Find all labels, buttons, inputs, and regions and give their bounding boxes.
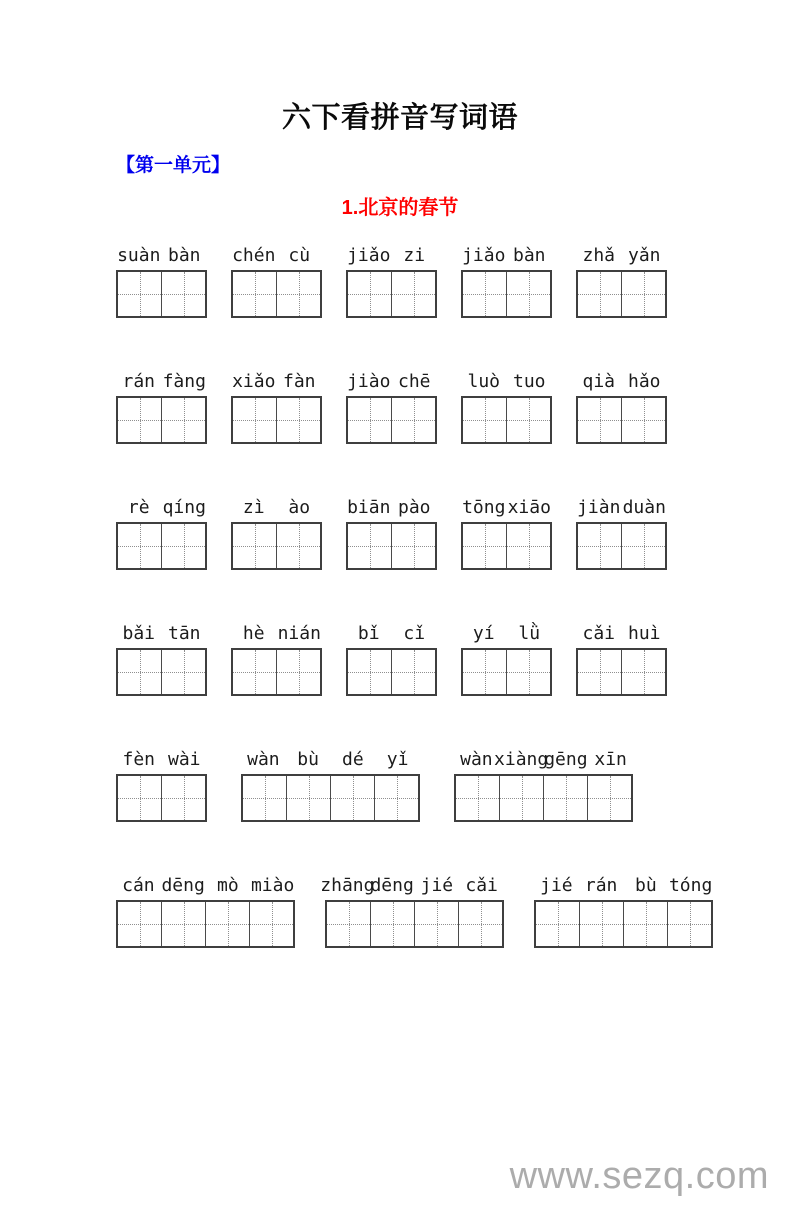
writing-grid	[231, 648, 322, 696]
grid-cell	[587, 776, 631, 820]
grid-cell	[276, 650, 320, 694]
grid-cell	[348, 650, 391, 694]
pinyin-row	[116, 497, 207, 519]
grid-cell	[161, 650, 205, 694]
pinyin-syllable: bù	[635, 875, 657, 897]
grid-cell	[370, 902, 414, 946]
word-row	[116, 245, 800, 318]
grid-cell	[233, 650, 276, 694]
pinyin-row	[461, 245, 552, 267]
pinyin-row	[346, 497, 437, 519]
word-group	[231, 623, 322, 696]
pinyin-syllable: wàn	[460, 749, 493, 771]
word-group	[461, 371, 552, 444]
grid-cell	[161, 398, 205, 442]
grid-cell	[391, 398, 435, 442]
pinyin-syllable: fàng	[162, 371, 206, 393]
word-row	[116, 371, 800, 444]
pinyin-syllable: qià	[582, 371, 615, 393]
pinyin-row	[576, 245, 667, 267]
pinyin-syllable: zhāng	[320, 875, 375, 897]
word-group	[231, 497, 322, 570]
grid-cell	[374, 776, 418, 820]
grid-cell	[578, 524, 621, 568]
grid-cell	[506, 398, 550, 442]
pinyin-syllable: fàn	[282, 371, 316, 393]
word-group	[231, 245, 322, 318]
grid-cell	[578, 650, 621, 694]
grid-cell	[348, 524, 391, 568]
grid-cell	[414, 902, 458, 946]
pinyin-syllable: jiǎo	[462, 245, 506, 267]
word-row	[116, 749, 800, 822]
word-group	[116, 749, 207, 822]
writing-grid	[346, 396, 437, 444]
pinyin-syllable: gēng	[544, 749, 588, 771]
pinyin-syllable: nián	[277, 623, 321, 645]
grid-cell	[463, 650, 506, 694]
grid-cell	[233, 398, 276, 442]
pinyin-syllable: jié	[420, 875, 454, 897]
word-group	[116, 497, 207, 570]
pinyin-syllable: biān	[347, 497, 391, 519]
grid-cell	[391, 272, 435, 316]
page-title: 六下看拼音写词语	[281, 102, 518, 134]
pinyin-syllable: mò	[217, 875, 239, 897]
pinyin-syllable: luò	[467, 371, 500, 393]
pinyin-row	[534, 875, 713, 897]
pinyin-syllable: cǎi	[465, 875, 498, 897]
grid-cell	[579, 902, 623, 946]
pinyin-row	[346, 371, 437, 393]
grid-cell	[463, 398, 506, 442]
writing-grid	[346, 522, 437, 570]
grid-cell	[578, 398, 621, 442]
word-group	[454, 749, 633, 822]
pinyin-syllable: bàn	[512, 245, 546, 267]
pinyin-syllable: qíng	[162, 497, 206, 519]
unit-label: 【第一单元】	[116, 154, 231, 176]
grid-cell	[118, 524, 161, 568]
lesson-title: 1.北京的春节	[341, 197, 459, 220]
pinyin-row	[346, 623, 437, 645]
writing-grid	[346, 648, 437, 696]
pinyin-syllable: yí	[472, 623, 495, 645]
word-group	[534, 875, 713, 948]
word-row	[116, 875, 800, 948]
pinyin-syllable: xīn	[594, 749, 627, 771]
pinyin-row	[231, 371, 322, 393]
pinyin-row	[116, 371, 207, 393]
pinyin-syllable: dé	[342, 749, 364, 771]
pinyin-syllable: bǎi	[122, 623, 155, 645]
pinyin-syllable: wàn	[247, 749, 280, 771]
grid-cell	[623, 902, 667, 946]
pinyin-syllable: huì	[627, 623, 661, 645]
writing-grid	[116, 774, 207, 822]
writing-grid	[576, 270, 667, 318]
grid-cell	[161, 524, 205, 568]
grid-cell	[499, 776, 543, 820]
pinyin-syllable: jiǎo	[347, 245, 391, 267]
pinyin-syllable: lǜ	[518, 623, 541, 645]
pinyin-syllable: tān	[167, 623, 201, 645]
pinyin-syllable: zì	[242, 497, 265, 519]
word-group	[461, 623, 552, 696]
pinyin-row	[454, 749, 633, 771]
writing-grid	[461, 396, 552, 444]
pinyin-row	[231, 623, 322, 645]
pinyin-syllable: wài	[167, 749, 201, 771]
grid-cell	[118, 650, 161, 694]
pinyin-syllable: cǐ	[403, 623, 426, 645]
pinyin-syllable: suàn	[117, 245, 161, 267]
pinyin-row	[320, 875, 504, 897]
word-group	[461, 497, 552, 570]
pinyin-syllable: chē	[397, 371, 431, 393]
pinyin-row	[116, 875, 295, 897]
word-group	[346, 371, 437, 444]
writing-grid	[116, 270, 207, 318]
writing-grid	[576, 648, 667, 696]
word-group	[320, 875, 504, 948]
writing-grid	[231, 270, 322, 318]
pinyin-syllable: rè	[127, 497, 150, 519]
word-group	[241, 749, 420, 822]
pinyin-syllable: xiǎo	[232, 371, 276, 393]
grid-cell	[276, 398, 320, 442]
pinyin-row	[576, 497, 667, 519]
grid-cell	[621, 650, 665, 694]
grid-cell	[391, 650, 435, 694]
grid-cell	[621, 272, 665, 316]
pinyin-syllable: ào	[288, 497, 311, 519]
grid-cell	[506, 524, 550, 568]
grid-cell	[578, 272, 621, 316]
grid-cell	[667, 902, 711, 946]
word-row	[116, 623, 800, 696]
pinyin-row	[241, 749, 420, 771]
writing-grid	[116, 648, 207, 696]
pinyin-syllable: yǎn	[627, 245, 661, 267]
pinyin-syllable: jiào	[347, 371, 391, 393]
worksheet-page	[0, 100, 800, 1231]
watermark: www.sezq.com	[509, 1155, 769, 1197]
pinyin-row	[346, 245, 437, 267]
word-group	[576, 245, 667, 318]
grid-cell	[463, 272, 506, 316]
pinyin-syllable: yǐ	[386, 749, 409, 771]
pinyin-row	[576, 623, 667, 645]
word-group	[576, 623, 667, 696]
pinyin-syllable: jié	[540, 875, 573, 897]
word-group	[116, 623, 207, 696]
word-group	[576, 497, 667, 570]
writing-grid	[231, 522, 322, 570]
writing-grid	[461, 648, 552, 696]
grid-cell	[463, 524, 506, 568]
pinyin-syllable: cǎi	[582, 623, 615, 645]
grid-cell	[276, 524, 320, 568]
pinyin-syllable: xiàng	[494, 749, 549, 771]
word-group	[461, 245, 552, 318]
word-group	[576, 371, 667, 444]
word-group	[116, 371, 207, 444]
grid-cell	[391, 524, 435, 568]
pinyin-syllable: cù	[288, 245, 311, 267]
word-group	[346, 245, 437, 318]
grid-cell	[161, 776, 205, 820]
pinyin-row	[116, 623, 207, 645]
pinyin-syllable: bàn	[167, 245, 201, 267]
pinyin-syllable: hè	[242, 623, 265, 645]
grid-cell	[243, 776, 286, 820]
grid-cell	[327, 902, 370, 946]
pinyin-syllable: tuo	[512, 371, 546, 393]
pinyin-syllable: dēng	[370, 875, 414, 897]
grid-cell	[621, 398, 665, 442]
writing-grid	[241, 774, 420, 822]
word-group	[116, 245, 207, 318]
grid-cell	[348, 272, 391, 316]
pinyin-syllable: pào	[397, 497, 431, 519]
pinyin-syllable: duàn	[622, 497, 666, 519]
writing-grid	[231, 396, 322, 444]
grid-cell	[621, 524, 665, 568]
grid-cell	[506, 272, 550, 316]
pinyin-syllable: xiāo	[507, 497, 551, 519]
writing-grid	[116, 900, 295, 948]
writing-grid	[461, 270, 552, 318]
pinyin-syllable: rán	[122, 371, 155, 393]
writing-grid	[325, 900, 504, 948]
pinyin-row	[461, 497, 552, 519]
grid-cell	[233, 272, 276, 316]
pinyin-syllable: tóng	[668, 875, 713, 897]
grid-cell	[286, 776, 330, 820]
pinyin-syllable: dēng	[161, 875, 205, 897]
pinyin-row	[116, 245, 207, 267]
writing-grid	[576, 396, 667, 444]
grid-cell	[118, 902, 161, 946]
grid-cell	[233, 524, 276, 568]
grid-cell	[118, 272, 161, 316]
grid-cell	[161, 902, 205, 946]
pinyin-syllable: rán	[584, 875, 618, 897]
writing-grid	[346, 270, 437, 318]
grid-cell	[348, 398, 391, 442]
grid-cell	[276, 272, 320, 316]
grid-cell	[118, 398, 161, 442]
writing-grid	[116, 396, 207, 444]
writing-grid	[461, 522, 552, 570]
word-group	[116, 875, 295, 948]
pinyin-syllable: miào	[250, 875, 295, 897]
grid-cell	[205, 902, 249, 946]
pinyin-syllable: hǎo	[627, 371, 661, 393]
pinyin-row	[576, 371, 667, 393]
grid-cell	[249, 902, 293, 946]
word-rows	[0, 245, 800, 948]
pinyin-row	[231, 245, 322, 267]
grid-cell	[458, 902, 502, 946]
pinyin-syllable: chén	[232, 245, 276, 267]
grid-cell	[506, 650, 550, 694]
word-group	[346, 497, 437, 570]
pinyin-syllable: cán	[122, 875, 155, 897]
grid-cell	[543, 776, 587, 820]
pinyin-syllable: fèn	[122, 749, 155, 771]
pinyin-syllable: jiàn	[577, 497, 621, 519]
writing-grid	[116, 522, 207, 570]
pinyin-syllable: tōng	[462, 497, 506, 519]
pinyin-syllable: zhǎ	[582, 245, 615, 267]
grid-cell	[118, 776, 161, 820]
pinyin-row	[461, 371, 552, 393]
word-group	[346, 623, 437, 696]
pinyin-syllable: bǐ	[357, 623, 380, 645]
writing-grid	[454, 774, 633, 822]
word-row	[116, 497, 800, 570]
grid-cell	[536, 902, 579, 946]
grid-cell	[456, 776, 499, 820]
writing-grid	[576, 522, 667, 570]
pinyin-row	[116, 749, 207, 771]
pinyin-syllable: zi	[403, 245, 426, 267]
pinyin-row	[461, 623, 552, 645]
writing-grid	[534, 900, 713, 948]
word-group	[231, 371, 322, 444]
grid-cell	[330, 776, 374, 820]
pinyin-row	[231, 497, 322, 519]
pinyin-syllable: bù	[297, 749, 319, 771]
grid-cell	[161, 272, 205, 316]
